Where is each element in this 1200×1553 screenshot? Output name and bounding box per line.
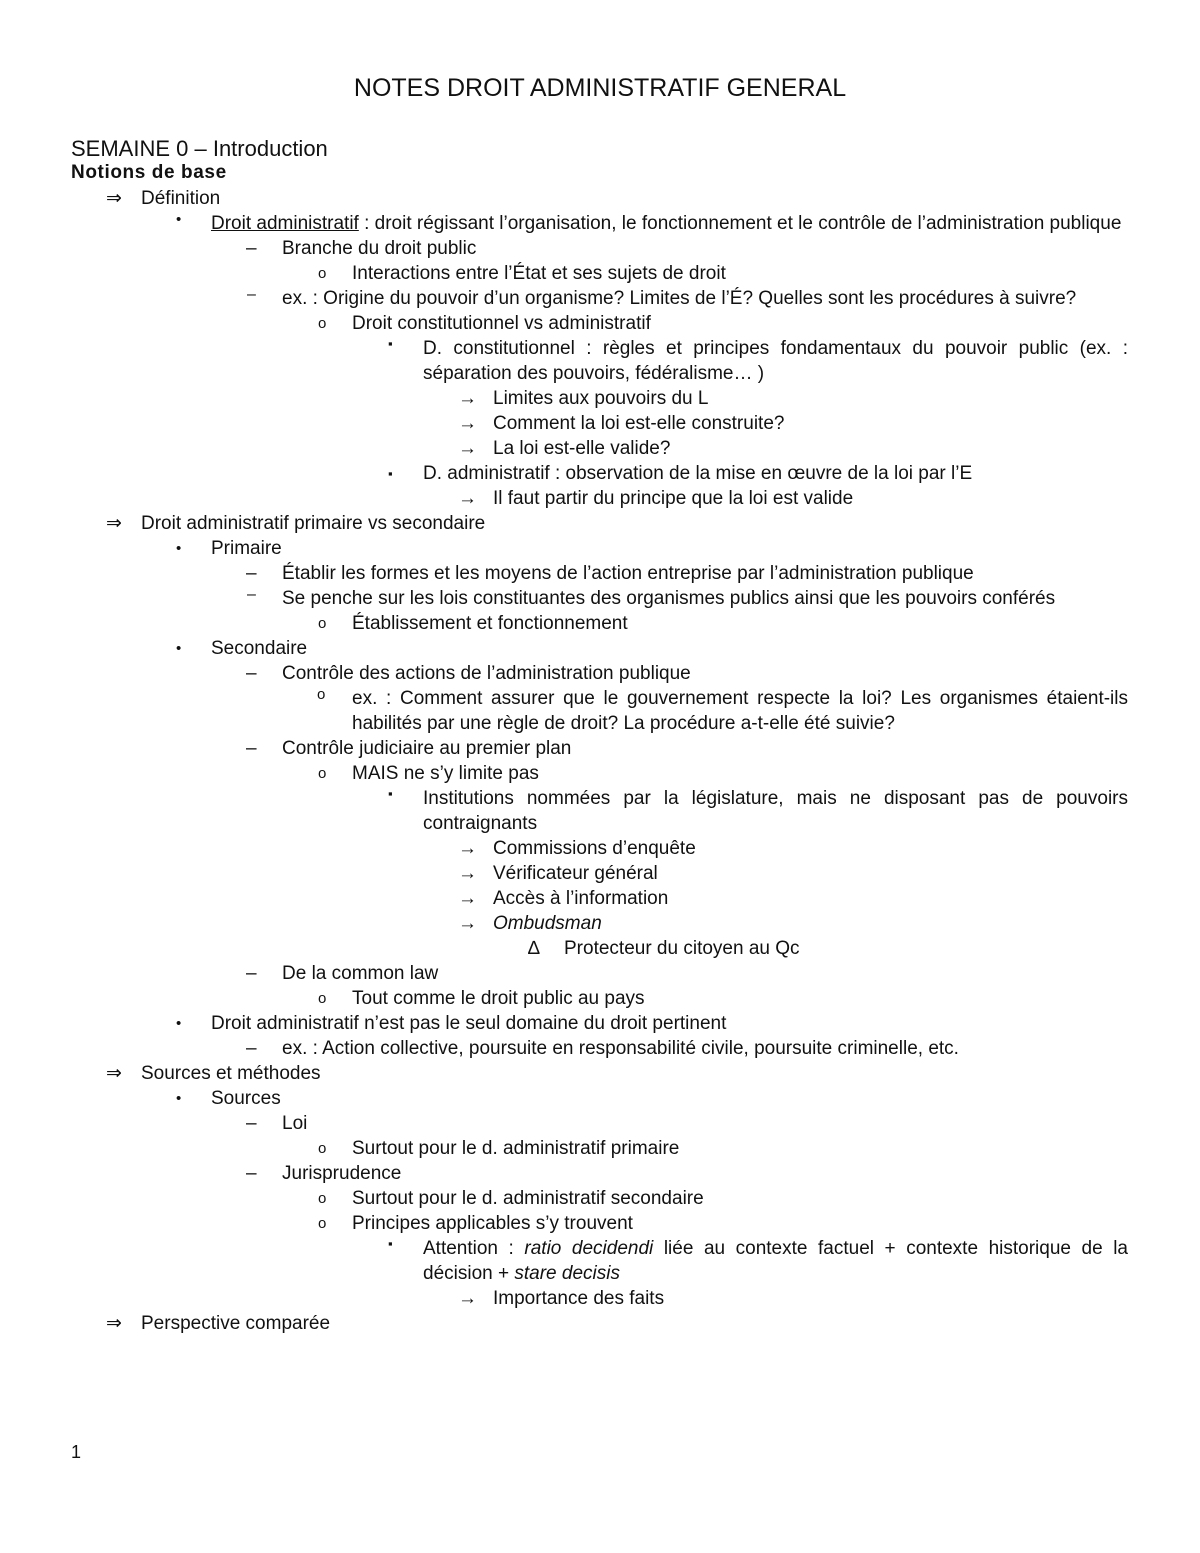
attention-body: liée au contexte factuel + contexte historique de la décision +: [423, 1238, 1128, 1284]
list-item: [0, 1061, 1200, 1086]
arrow-icon: →: [458, 888, 477, 909]
list-item: [388, 336, 1128, 386]
dash-icon: –: [246, 1038, 257, 1059]
square-bullet-icon: ▪: [388, 1236, 393, 1251]
list-item: [0, 311, 1200, 336]
list-item-text: Surtout pour le d. administratif secondaire: [352, 1188, 704, 1209]
list-item: [0, 836, 1200, 861]
list-item-text: Jurisprudence: [282, 1163, 402, 1184]
bullet-icon: •: [176, 1015, 182, 1032]
list-item: [388, 1236, 1128, 1286]
attention-label: Attention :: [423, 1238, 525, 1259]
dash-icon: –: [247, 586, 256, 603]
document-title: NOTES DROIT ADMINISTRATIF GENERAL: [353, 74, 847, 102]
dash-icon: –: [246, 1113, 257, 1134]
double-arrow-icon: ⇒: [106, 513, 122, 534]
arrow-icon: →: [458, 388, 477, 409]
definition-term: Droit administratif: [211, 213, 359, 234]
list-item-text: Commissions d’enquête: [493, 838, 696, 859]
list-item-text: Accès à l’information: [493, 888, 669, 909]
circle-bullet-icon: o: [318, 1190, 327, 1207]
section-heading: SEMAINE 0 – Introduction: [71, 136, 328, 161]
list-item-text: Établissement et fonctionnement: [352, 613, 628, 634]
circle-bullet-icon: o: [317, 686, 326, 703]
list-item-text: Il faut partir du principe que la loi est valide: [493, 488, 854, 509]
list-item-text: Contrôle judiciaire au premier plan: [282, 738, 572, 759]
list-item: [0, 661, 1200, 686]
list-item: [0, 386, 1200, 411]
list-item: [0, 486, 1200, 511]
list-item-text: MAIS ne s’y limite pas: [352, 763, 539, 784]
list-item: [388, 786, 1128, 836]
circle-bullet-icon: o: [318, 1215, 327, 1232]
arrow-icon: →: [458, 1288, 477, 1309]
square-bullet-icon: ▪: [388, 336, 393, 351]
list-item-text: Sources: [211, 1088, 281, 1109]
double-arrow-icon: ⇒: [106, 188, 122, 209]
list-item: [0, 936, 1200, 961]
list-item-text: Droit constitutionnel vs administratif: [352, 313, 651, 334]
list-item: [0, 761, 1200, 786]
list-item-text: Importance des faits: [493, 1288, 665, 1309]
list-item-text: Principes applicables s’y trouvent: [352, 1213, 633, 1234]
list-item-text: Interactions entre l’État et ses sujets de droit: [352, 263, 726, 284]
arrow-icon: →: [458, 838, 477, 859]
list-item-text: Limites aux pouvoirs du L: [493, 388, 709, 409]
bullet-icon: •: [176, 1090, 182, 1107]
list-item-text: Branche du droit public: [282, 238, 477, 259]
list-item-text: D. administratif : observation de la mise en œuvre de la loi par l’E: [423, 463, 973, 484]
list-item-text: Perspective comparée: [141, 1313, 331, 1334]
list-item: [0, 1011, 1200, 1036]
list-item: [0, 1211, 1200, 1236]
list-item: [0, 861, 1200, 886]
arrow-icon: →: [458, 488, 477, 509]
list-item: [247, 286, 1128, 311]
list-item-text: ex. : Action collective, poursuite en responsabilité civile, poursuite criminelle, etc.: [282, 1038, 959, 1059]
dash-icon: –: [246, 1163, 257, 1184]
list-item-text: Secondaire: [211, 638, 308, 659]
ratio-decidendi: ratio decidendi: [524, 1238, 654, 1259]
arrow-icon: →: [458, 438, 477, 459]
dash-icon: –: [246, 963, 257, 984]
list-item-text: Primaire: [211, 538, 282, 559]
list-item: [0, 886, 1200, 911]
arrow-icon: →: [458, 913, 477, 934]
list-item: [0, 986, 1200, 1011]
list-item: [0, 1086, 1200, 1111]
list-item-text: Définition: [141, 188, 221, 209]
arrow-icon: →: [458, 863, 477, 884]
list-item-text: D. constitutionnel : règles et principes fondamentaux du pouvoir public (ex. : séparation des pouvoirs, fédéralisme… ): [423, 338, 1128, 384]
circle-bullet-icon: o: [318, 990, 327, 1007]
list-item-text: Surtout pour le d. administratif primaire: [352, 1138, 680, 1159]
list-item-text: Se penche sur les lois constituantes des organismes publics ainsi que les pouvoirs conférés: [282, 588, 1056, 609]
list-item-text: Contrôle des actions de l’administration publique: [282, 663, 691, 684]
list-item: [0, 536, 1200, 561]
list-item: [0, 436, 1200, 461]
list-item-text: ex. : Comment assurer que le gouvernement respecte la loi? Les organismes étaient-ils habilités par une règle de droit? La procédure a-t-elle été suivie?: [352, 688, 1128, 734]
list-item-text: Droit administratif n’est pas le seul domaine du droit pertinent: [211, 1013, 727, 1034]
list-item: [0, 1311, 1200, 1336]
list-item: [0, 1036, 1200, 1061]
list-item-text: Loi: [282, 1113, 308, 1134]
list-item-text: Protecteur du citoyen au Qc: [564, 938, 800, 959]
list-item-text: Sources et méthodes: [141, 1063, 321, 1084]
dash-icon: –: [247, 286, 256, 303]
list-item: [0, 636, 1200, 661]
list-item-text: De la common law: [282, 963, 439, 984]
list-item-text: Vérificateur général: [493, 863, 658, 884]
circle-bullet-icon: o: [318, 265, 327, 282]
bullet-icon: •: [176, 211, 182, 228]
list-item: [0, 511, 1200, 536]
list-item-text: Droit administratif primaire vs secondaire: [141, 513, 486, 534]
square-bullet-icon: ▪: [388, 786, 393, 801]
list-item: [0, 1161, 1200, 1186]
list-item: [0, 561, 1200, 586]
list-item-text: Institutions nommées par la législature, mais ne disposant pas de pouvoirs contraignants: [423, 788, 1128, 834]
bullet-icon: •: [176, 540, 182, 557]
list-item: [0, 1111, 1200, 1136]
arrow-icon: →: [458, 413, 477, 434]
list-item-text: La loi est-elle valide?: [493, 438, 671, 459]
bullet-icon: •: [176, 640, 182, 657]
dash-icon: –: [246, 563, 257, 584]
list-item-text: Établir les formes et les moyens de l’action entreprise par l’administration publique: [282, 563, 974, 584]
double-arrow-icon: ⇒: [106, 1063, 122, 1084]
list-item-text: [211, 211, 1128, 236]
list-item: [0, 611, 1200, 636]
dash-icon: –: [246, 663, 257, 684]
list-item-text: [423, 1236, 1128, 1286]
list-item: [0, 186, 1200, 211]
list-item-text: ex. : Origine du pouvoir d’un organisme? Limites de l’É? Quelles sont les procédures à suivre?: [282, 288, 1077, 309]
circle-bullet-icon: o: [318, 765, 327, 782]
circle-bullet-icon: o: [318, 615, 327, 632]
page-number: 1: [71, 1442, 82, 1462]
double-arrow-icon: ⇒: [106, 1313, 122, 1334]
list-item-text: Ombudsman: [493, 913, 602, 934]
list-item: [0, 261, 1200, 286]
list-item: [176, 211, 1128, 236]
dash-icon: –: [246, 738, 257, 759]
list-item: [0, 911, 1200, 936]
list-item-text: Tout comme le droit public au pays: [352, 988, 645, 1009]
circle-bullet-icon: o: [318, 315, 327, 332]
stare-decisis: stare decisis: [514, 1263, 620, 1284]
list-item: [0, 736, 1200, 761]
list-item: [0, 1286, 1200, 1311]
notes-outline: [0, 186, 1200, 1336]
list-item: [0, 461, 1200, 486]
list-item: [0, 236, 1200, 261]
list-item: [0, 961, 1200, 986]
square-bullet-icon: ▪: [388, 466, 393, 481]
list-item: [0, 1136, 1200, 1161]
dash-icon: –: [246, 238, 257, 259]
circle-bullet-icon: o: [318, 1140, 327, 1157]
list-item: [0, 1186, 1200, 1211]
list-item: [317, 686, 1128, 736]
subsection-heading: Notions de base: [71, 162, 227, 183]
list-item: [247, 586, 1128, 611]
delta-icon: ∆: [528, 938, 540, 959]
list-item-text: Comment la loi est-elle construite?: [493, 413, 785, 434]
definition-body: : droit régissant l’organisation, le fonctionnement et le contrôle de l’administration publique: [358, 213, 1122, 234]
list-item: [0, 411, 1200, 436]
